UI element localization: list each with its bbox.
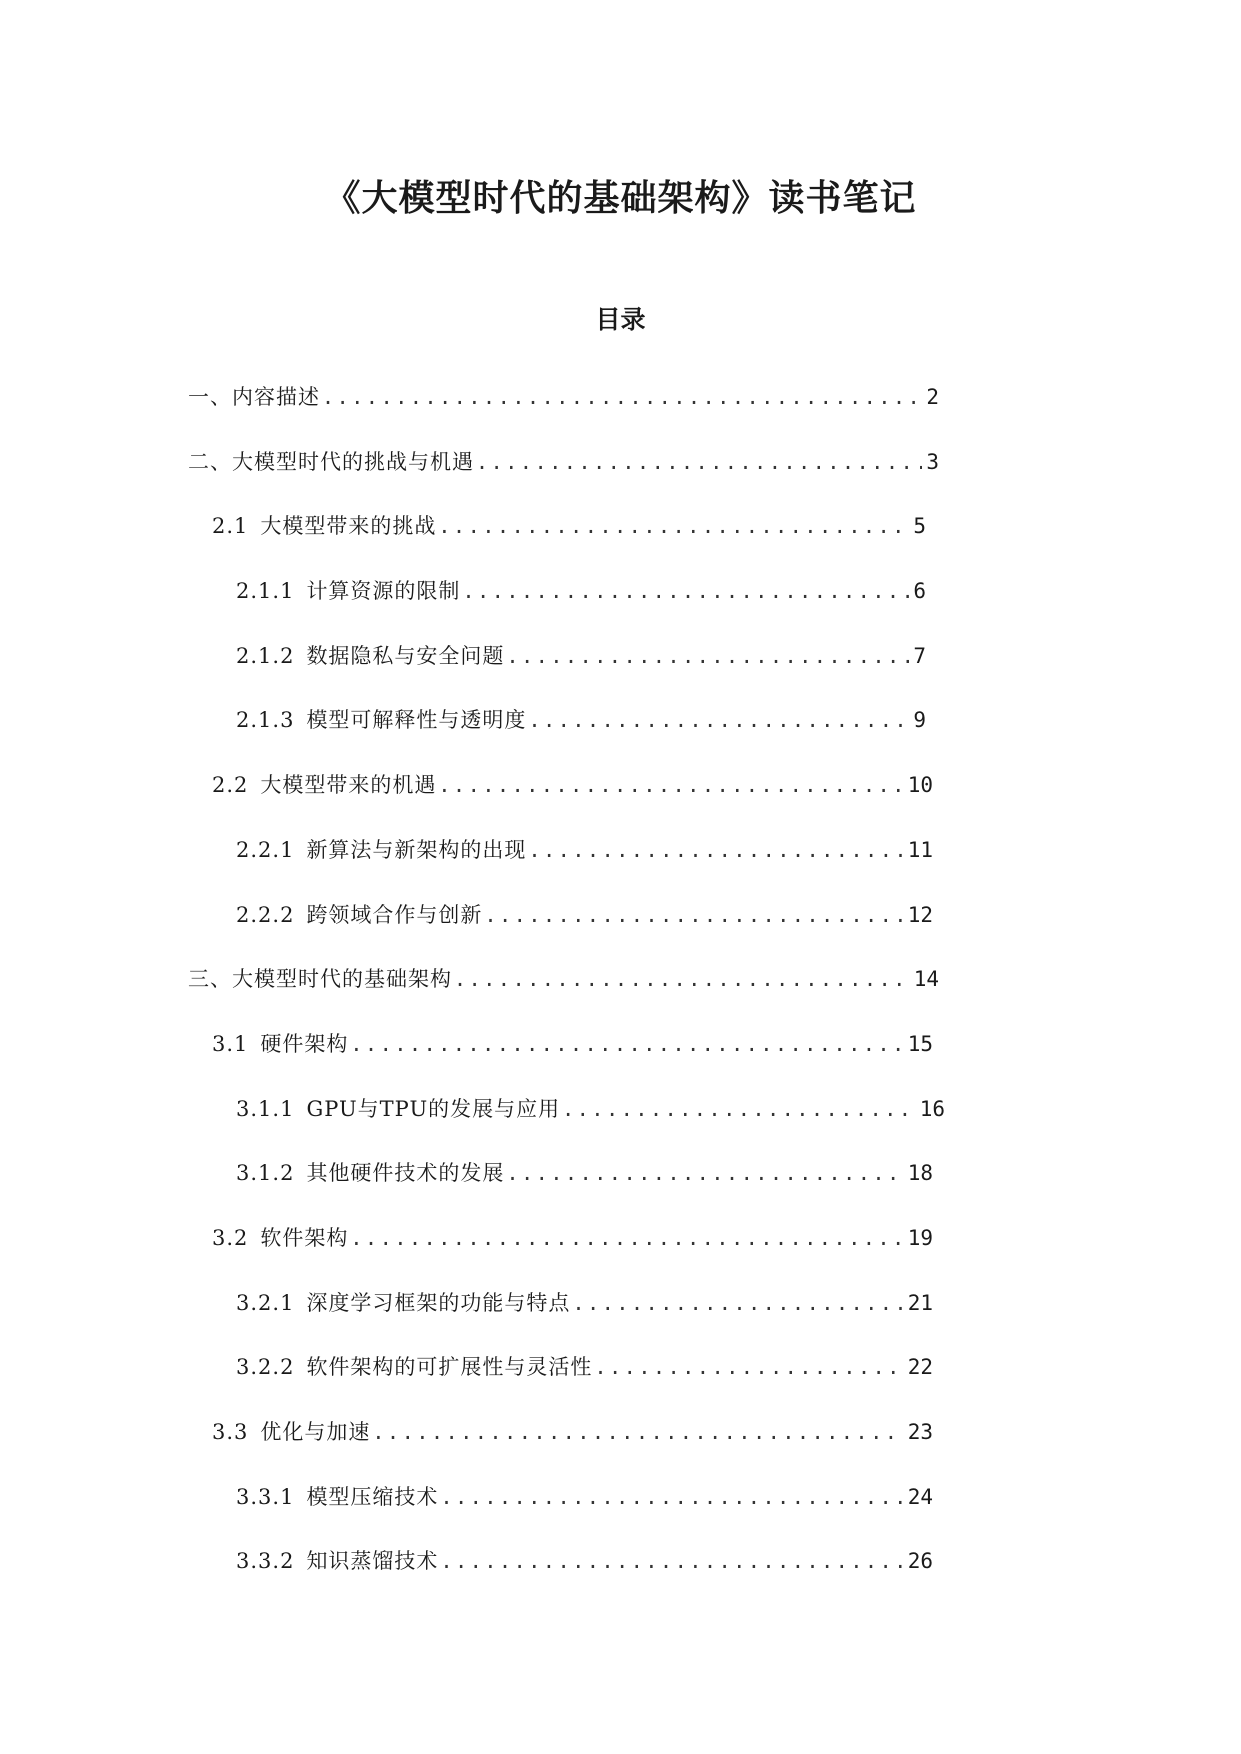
toc-entry-page: 2 <box>926 385 939 409</box>
toc-entry-title: 大模型时代的基础架构 <box>232 967 452 992</box>
toc-entry-16[interactable] <box>0 1352 1241 1417</box>
toc-entry-number: 二、 <box>188 449 232 474</box>
toc-entry-number: 3.1.1 <box>236 1096 295 1121</box>
toc-dot-leader <box>440 1546 903 1576</box>
toc-entry-title: 计算资源的限制 <box>306 579 461 604</box>
toc-entry-page: 23 <box>907 1420 933 1444</box>
toc-entry-12[interactable] <box>0 1094 1241 1159</box>
toc-entry-page: 19 <box>907 1225 933 1250</box>
toc-entry-number: 2.2.1 <box>236 837 295 862</box>
toc-entry-title: 新算法与新架构的出现 <box>306 837 527 862</box>
toc-entry-title: GPU与TPU的发展与应用 <box>306 1096 561 1121</box>
toc-heading: 目录 <box>595 304 646 334</box>
toc-entry-number: 2.2.2 <box>236 902 295 927</box>
toc-entry-number: 2.1.3 <box>236 708 295 733</box>
toc-entry-page: 16 <box>919 1096 945 1121</box>
toc-entry-19[interactable] <box>0 1546 1241 1611</box>
toc-entry-title: 知识蒸馏技术 <box>306 1549 439 1574</box>
toc-entry-page: 11 <box>907 837 933 862</box>
toc-entry-title: 内容描述 <box>232 385 320 409</box>
toc-entry-title: 软件架构 <box>260 1225 349 1250</box>
toc-entry-title: 数据隐私与安全问题 <box>306 643 505 668</box>
toc-dot-leader <box>562 1094 916 1124</box>
toc-entry-number: 3.1.2 <box>236 1161 295 1186</box>
toc-dot-leader <box>506 641 909 671</box>
toc-dot-leader <box>594 1352 903 1382</box>
toc-dot-leader <box>454 964 910 994</box>
toc-entry-5[interactable] <box>0 641 1241 706</box>
toc-entry-title: 其他硬件技术的发展 <box>306 1161 505 1186</box>
toc-entry-page: 9 <box>913 708 926 733</box>
toc-dot-leader <box>476 447 922 477</box>
toc-entry-2[interactable] <box>0 447 1241 512</box>
toc-dot-leader <box>372 1417 903 1447</box>
toc-entry-13[interactable] <box>0 1158 1241 1223</box>
toc-entry-title: 大模型带来的机遇 <box>260 773 437 798</box>
document-title: 《大模型时代的基础架构》读书笔记 <box>324 178 917 220</box>
toc-entry-number: 3.1 <box>212 1031 249 1056</box>
toc-dot-leader <box>438 511 909 541</box>
table-of-contents <box>0 382 1241 1611</box>
toc-entry-page: 5 <box>913 514 926 539</box>
toc-entry-page: 26 <box>907 1549 933 1574</box>
toc-entry-page: 15 <box>907 1031 933 1056</box>
toc-entry-page: 24 <box>907 1484 933 1509</box>
toc-dot-leader <box>528 705 909 735</box>
toc-dot-leader <box>350 1223 903 1253</box>
toc-entry-title: 深度学习框架的功能与特点 <box>306 1290 571 1315</box>
toc-entry-title: 模型可解释性与透明度 <box>306 708 527 733</box>
toc-dot-leader <box>322 382 922 412</box>
toc-entry-18[interactable] <box>0 1482 1241 1547</box>
toc-entry-page: 21 <box>907 1290 933 1315</box>
toc-dot-leader <box>484 900 903 930</box>
toc-entry-page: 10 <box>907 773 933 798</box>
toc-entry-page: 14 <box>913 967 939 992</box>
toc-entry-title: 软件架构的可扩展性与灵活性 <box>306 1355 593 1380</box>
toc-entry-number: 2.2 <box>212 773 249 798</box>
toc-entry-4[interactable] <box>0 576 1241 641</box>
toc-entry-number: 三、 <box>188 967 232 992</box>
toc-dot-leader <box>350 1029 903 1059</box>
toc-entry-title: 大模型带来的挑战 <box>260 514 437 539</box>
toc-entry-title: 硬件架构 <box>260 1031 349 1056</box>
toc-dot-leader <box>572 1288 903 1318</box>
toc-entry-title: 模型压缩技术 <box>306 1484 439 1509</box>
toc-entry-number: 3.3.1 <box>236 1484 295 1509</box>
toc-entry-15[interactable] <box>0 1288 1241 1353</box>
toc-entry-14[interactable] <box>0 1223 1241 1288</box>
toc-entry-title: 跨领域合作与创新 <box>306 902 483 927</box>
toc-entry-9[interactable] <box>0 900 1241 965</box>
toc-entry-page: 18 <box>907 1161 933 1186</box>
toc-dot-leader <box>438 770 903 800</box>
toc-dot-leader <box>506 1158 903 1188</box>
toc-entry-3[interactable] <box>0 511 1241 576</box>
toc-entry-10[interactable] <box>0 964 1241 1029</box>
toc-entry-page: 6 <box>913 579 926 604</box>
toc-entry-number: 2.1.1 <box>236 579 295 604</box>
toc-entry-page: 22 <box>907 1355 933 1380</box>
toc-entry-title: 大模型时代的挑战与机遇 <box>232 449 474 474</box>
toc-entry-number: 3.2 <box>212 1225 249 1250</box>
toc-entry-page: 12 <box>907 902 933 927</box>
toc-entry-1[interactable] <box>0 382 1241 447</box>
toc-entry-number: 一、 <box>188 385 232 409</box>
toc-entry-number: 2.1 <box>212 514 249 539</box>
toc-dot-leader <box>440 1482 903 1512</box>
toc-entry-number: 3.2.1 <box>236 1290 295 1315</box>
toc-entry-11[interactable] <box>0 1029 1241 1094</box>
toc-entry-17[interactable] <box>0 1417 1241 1482</box>
toc-dot-leader <box>462 576 909 606</box>
toc-dot-leader <box>528 835 903 865</box>
toc-entry-number: 3.3 <box>212 1420 249 1444</box>
toc-entry-page: 7 <box>913 643 926 668</box>
toc-entry-page: 3 <box>926 449 939 474</box>
toc-entry-number: 3.2.2 <box>236 1355 295 1380</box>
toc-entry-number: 3.3.2 <box>236 1549 295 1574</box>
toc-entry-title: 优化与加速 <box>260 1420 371 1444</box>
toc-entry-7[interactable] <box>0 770 1241 835</box>
toc-entry-number: 2.1.2 <box>236 643 295 668</box>
toc-entry-6[interactable] <box>0 705 1241 770</box>
toc-entry-8[interactable] <box>0 835 1241 900</box>
